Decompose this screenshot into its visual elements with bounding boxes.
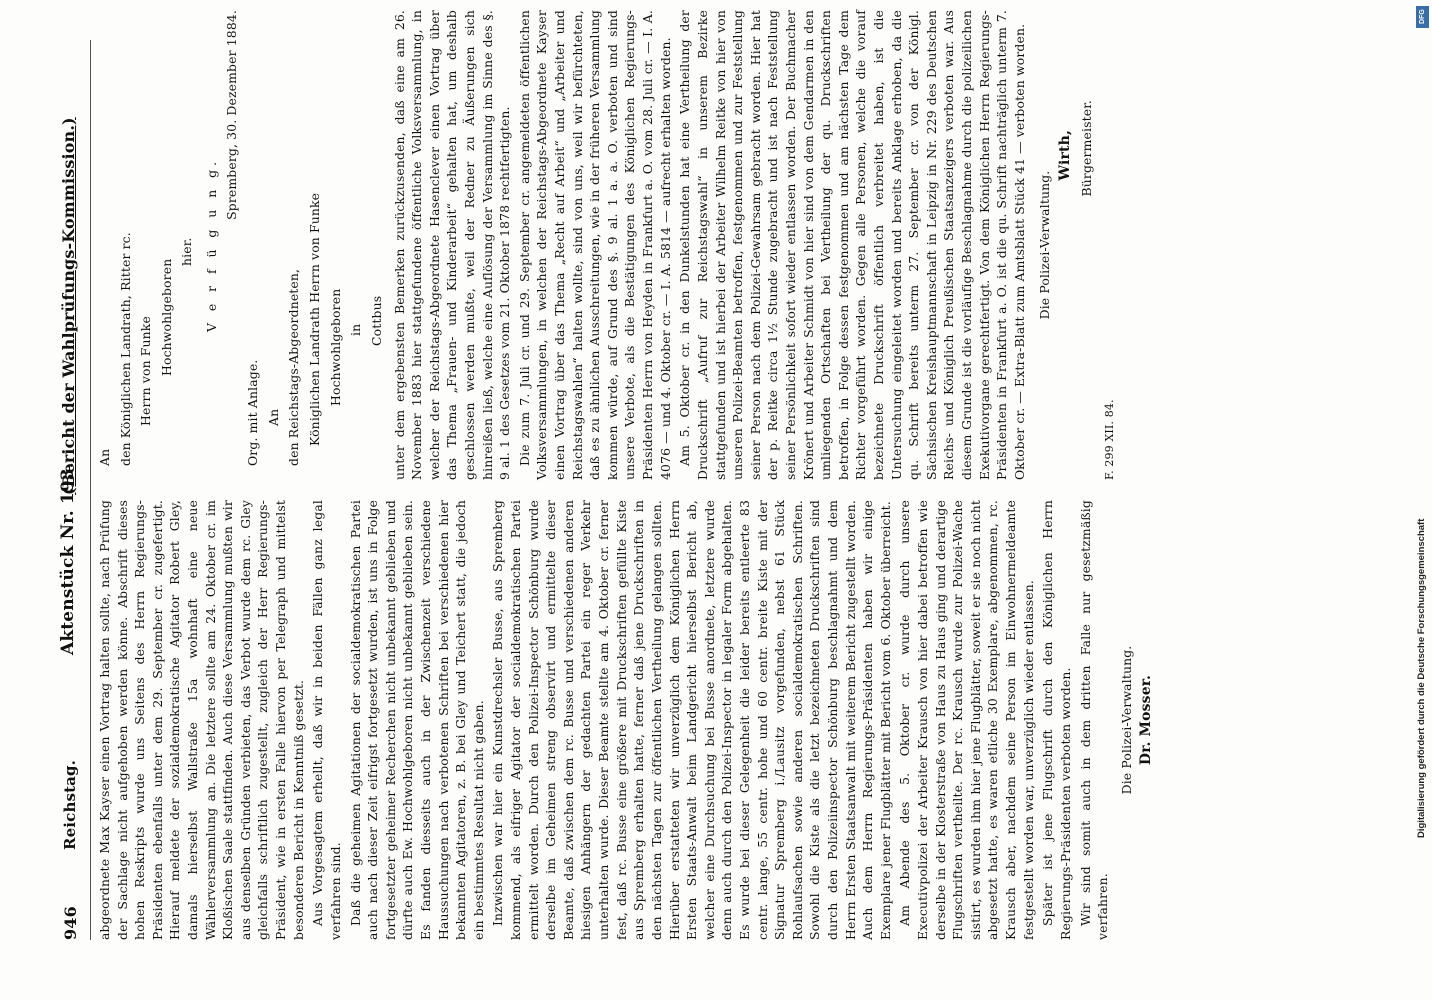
page-number: 946: [61, 906, 80, 940]
address-line: Königlichen Landrath Herrn von Funke: [307, 192, 323, 446]
running-head-document: Aktenstück Nr. 193.: [58, 462, 78, 655]
address-line: Cottbus: [368, 295, 384, 346]
address-line: Hochwohlgeboren: [327, 288, 343, 406]
column-left: [96, 500, 1159, 940]
address-line: An: [97, 448, 112, 466]
paragraph: Am Abende des 5. Oktober cr. wurde durch unsere Executivpolizei der Arbeiter Krausch von hier dabei betroffen wie derselbe in der Klosterstraße von Haus zu Haus ging und derartige Flugschriften vertheilte. Der rc. Krausch wurde zur Polizei-Wache sistirt, es wurden ihm hier jene Flugblätter, soweit er sie noch nicht abgesetzt hatte, es waren etliche 30 Exemplare, abgenommen, rc. Krausch aber, nachdem seine Person im Einwohnermeldeamte festgestellt worden war, unverzüglich wieder entlassen.: [897, 500, 1036, 940]
digitization-credit: [1416, 8, 1430, 968]
address-line: Herrn von Funke: [138, 316, 154, 426]
paragraph: abgeordnete Max Kayser einen Vortrag halten sollte, nach Prüfung der Sachlage nicht aufgehoben werden könne. Abschrift dieses hohen Reskripts wurde uns Seitens des Herrn Regierungs-Präsidenten ebenfalls unter dem 29. September cr. zugefertigt. Hierauf meldete der sozialdemokratische Agitator Robert Gley, damals hierselbst Wallstraße 15a wohnhaft eine neue Wählerversammlung an. Die letztere sollte am 24. Oktober cr. im Kloßischen Saale stattfinden. Auch diese Versammlung mußten wir aus denselben Gründen verbieten, das Verbot wurde dem rc. Gley gleichfalls schriftlich zugestellt, zugleich der Herr Regierungs-Präsident, wie in ersten Falle hiervon per Telegraph und mittelst besonderen Bericht in Kenntniß gesetzt.: [97, 500, 306, 940]
place-date: Spremberg, 30. Dezember 1884.: [223, 10, 239, 220]
verfuegung-heading: V e r f ü g u n g.: [204, 157, 220, 333]
closing-line: Die Polizei-Verwaltung.: [1037, 170, 1053, 320]
address-line: den Reichstags-Abgeordneten,: [286, 268, 302, 466]
address-line: den Königlichen Landrath, Ritter rc.: [117, 232, 133, 466]
closing-line: Die Polizei-Verwaltung.: [1118, 645, 1134, 795]
address-line: Hochwohlgeboren: [158, 258, 174, 376]
running-head-report: (Bericht der Wahlprüfungs-Kommission.): [59, 117, 78, 495]
paragraph: Daß die geheimen Agitationen der socialdemokratischen Partei auch nach dieser Zeit eifrigst fortgesetzt wurden, ist uns in Folge fortgesetzter geheimer Recherchen nicht unbekannt geblieben und dürfte auch Ew. Hochwohlgeboren nicht unbekannt geblieben sein. Es fanden diesseits auch in der Zwischenzeit verschiedene Haussuchungen nach verbotenen Schriften bei verschiedenen hier bekannten Agitatoren, z. B. bei Gley und Teichert statt, die jedoch ein bestimmtes Resultat nicht gaben.: [347, 500, 486, 940]
footnote: F. 299 XII. 84.: [1102, 399, 1116, 480]
header-rule: [90, 40, 91, 940]
running-head: [54, 50, 84, 940]
address-line: An: [265, 408, 281, 426]
paragraph: Wir sind somit auch in dem dritten Falle nur gesetzmäßig verfahren.: [1077, 500, 1111, 940]
paragraph: Aus Vorgesagtem erhellt, daß wir in beiden Fällen ganz legal verfahren sind.: [310, 500, 343, 940]
paragraph: Später ist jene Flugschrift durch den Königlichen Herrn Regierungs-Präsidenten verboten worden.: [1040, 500, 1073, 940]
column-right: [96, 10, 1119, 480]
signature: Wirth,: [1057, 130, 1074, 181]
signature: Dr. Mosser.: [1138, 674, 1155, 766]
paragraph: Am 5. Oktober cr. in den Dunkelstunden hat eine Vertheilung der Druckschrift „Aufruf zur Reichstagswahl“ in unserem Bezirke stattgefunden und ist hierbei der Arbeiter Wilhelm Reitke von hier von unseren Polizei-Beamten betroffen, festgenommen und zur Feststellung seiner Person nach dem Polizei-Gewahrsam gebracht worden. Hier hat der p. Reitke circa 1½ Stunde zugebracht und ist nach Feststellung seiner Persönlichkeit sofort wieder entlassen worden. Der Buchmacher Krönert und Arbeiter Schmidt von hier sind von dem Gendarmen in den umliegenden Ortschaften bei Vertheilung der qu. Druckschriften betroffen, in Folge dessen festgenommen und am nächsten Tage dem Richter vorgeführt worden. Gegen alle Personen, welche die vorauf bezeichnete Druckschrift öffentlich verbreitet haben, ist die Untersuchung eingeleitet worden und bereits Anklage erhoben, da die qu. Schrift bereits unterm 27. September cr. von der Königl. Sächsischen Kreishauptmannschaft in Leipzig in Nr. 229 des Deutschen Reichs- und Königlich Preußischen Staatsanzeigers verboten war. Aus diesem Grunde ist die vorläufige Beschlagnahme durch die polizeilichen Exekutivorgane gerechtfertigt. Von dem Königlichen Herrn Regierungs-Präsidenten in Frankfurt a. O. ist die qu. Schrift nachträglich unterm 7. Oktober cr. — Extra-Blatt zum Amtsblatt Stück 41 — verboten worden.: [677, 10, 1027, 480]
paragraph: Die zum 7. Juli cr. und 29. September cr. angemeldeten öffentlichen Volksversammlungen, in welchen der Reichstags-Abgeordnete Kayser einen Vortrag über das Thema „Recht auf Arbeit“ und „Arbeiter und Reichstagswahlen“ halten wollte, sind von uns, weil wir befürchteten, daß es zu ähnlichen Ausschreitungen, wie in der früheren Versammlung kommen würde, auf Grund des §. 9 al. 1 a. a. O. verboten und sind unsere Verbote, als die Bestätigungen des Königlichen Regierungs-Präsidenten Herrn von Heyden in Frankfurt a. O. vom 28. Juli cr. — I. A. 4076 — und 4. Oktober cr. — I. A. 5814 — aufrecht erhalten worden.: [516, 10, 673, 480]
address-line: in: [348, 323, 364, 336]
dfg-credit-text: Digitalisierung gefördert durch die Deutsche Forschungsgemeinschaft: [1416, 518, 1427, 838]
paragraph: unter dem ergebensten Bemerken zurückzusenden, daß eine am 26. November 1883 hier stattgefundene öffentliche Volksversammlung, in welcher der Reichstags-Abgeordnete Hasenclever einen Vortrag über das Thema „Frauen- und Kinderarbeit“ gehalten hat, um deshalb geschlossen werden mußte, weil der Redner zu Äußerungen sich hinreißen ließ, welche eine Auflösung der Versammlung im Sinne des §. 9 al. 1 des Gesetzes vom 21. Oktober 1878 rechtfertigten.: [391, 10, 513, 480]
running-head-left: Reichstag.: [61, 759, 79, 850]
address-line: hier.: [179, 237, 195, 266]
dfg-logo: DFG: [1416, 6, 1429, 28]
org-line: Org. mit Anlage.: [245, 359, 261, 466]
signature-title: Bürgermeister.: [1078, 100, 1094, 197]
paragraph: Inzwischen war hier ein Kunstdrechsler Busse, aus Spremberg kommend, als eifriger Agitator der socialdemokratischen Partei ermittelt worden. Durch den Polizei-Inspector Schönburg wurde derselbe im Geheimen streng observirt und ermittelte dieser Beamte, daß zwischen dem rc. Busse und verschiedenen anderen hiesigen Anhängern der gedachten Partei ein reger Verkehr unterhalten wurde. Dieser Beamte stellte am 4. Oktober cr. ferner fest, daß rc. Busse eine größere mit Druckschriften gefüllte Kiste aus Spremberg erhalten hatte, ferner daß jene Druckschriften in den nächsten Tagen zur öffentlichen Vertheilung gelangen sollten. Hierüber erstatteten wir unverzüglich dem Königlichen Herrn Ersten Staats-Anwalt beim Landgericht hierselbst Bericht ab, welcher eine Durchsuchung bei Busse anordnete, letztere wurde denn auch durch den Polizei-Inspector in legaler Form abgehalten. Es wurde bei dieser Gelegenheit die leider bereits entleerte 83 centr. lange, 55 centr. hohe und 60 centr. breite Kiste mit der Signatur Spremberg i./Lausitz vorgefunden, nebst 61 Stück Rohlaufsachen sowie anderen socialdemokratischen Schriften. Sowohl die Kiste als die letzt bezeichneten Druckschriften sind durch den Polizeiinspector Schönburg beschlagnahmt und dem Herrn Ersten Staatsanwalt mit weiterem Bericht zugestellt worden. Auch dem Herrn Regierungs-Präsidenten haben wir einige Exemplare jener Flugblätter mit Bericht vom 6. Oktober überreicht.: [490, 500, 893, 940]
